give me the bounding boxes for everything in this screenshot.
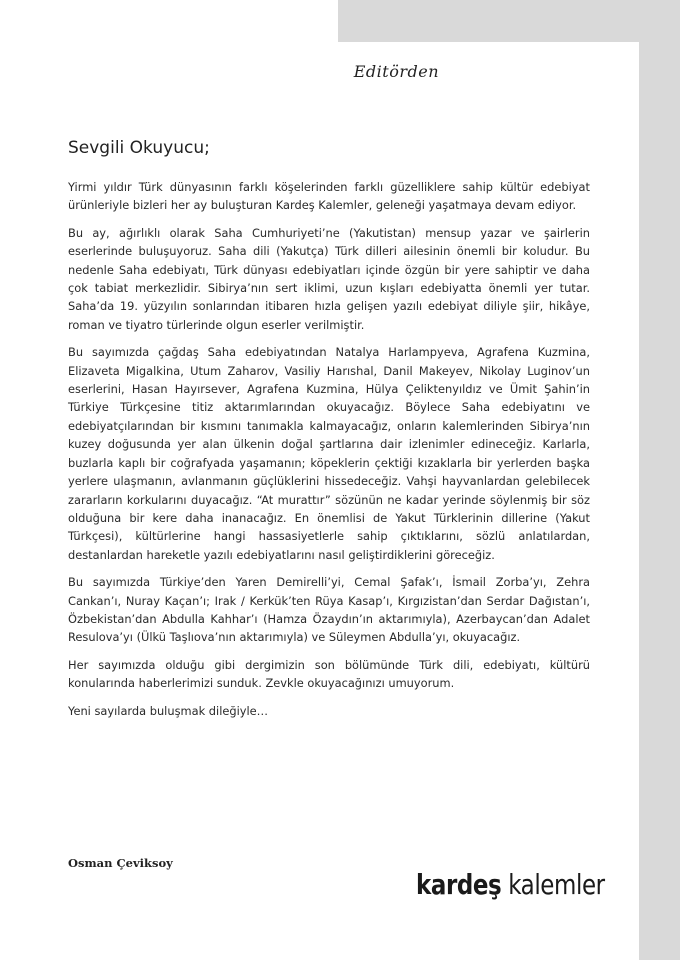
paragraph: Her sayımızda olduğu gibi dergimizin son bölümünde Türk dili, edebiyatı, kültürü konularında haberlerimizi sunduk. Zevkle okuyacağınızı umuyorum. [68, 657, 590, 691]
paragraph: Bu sayımızda çağdaş Saha edebiyatından Natalya Harlampyeva, Agrafena Kuzmina, Elizaveta Migalkina, Utum Zaharov, Vasiliy Harıshal, Danil Makeyev, Nikolay Luginov’un eserlerini, Hasan Hayırsever, Agrafena Kuzmina, Hülya Çeliktenyıldız ve Ümit Şahin’in Türkiye Türkçesine titiz aktarımlarından okuyacağız. Böylece Saha edebiyatını ve edebiyatçılarından bir kısmını tanımakla kalmayacağız, onların kalemlerinden Sibirya’nın kuzey doğusunda yer alan ülkenin doğal şartlarına dair izlenimler edineceğiz. Karlarla, buzlarla kaplı bir coğrafyada yaşamanın; köpeklerin çektiği kızaklarla bir yerlerden başka yerlere ulaşmanın, avlanmanın güçlüklerini hissedeceğiz. Vahşi hayvanlardan gelebilecek zararların korkularını duyacağız. “At murattır” sözünün ne kadar yerinde söylenmiş bir söz olduğuna bir kere daha inanacağız. En önemlisi de Yakut Türklerinin dillerine (Yakut Türkçesi), kültürlerine hangi hassasiyetlerle sahip çıktıklarını, sözlü anlatılardan, destanlardan hareketle yazılı edebiyatlarını nasıl geliştirdiklerini göreceğiz. [68, 345, 590, 562]
letter-body [68, 178, 590, 729]
section-title: Editörden [353, 62, 439, 81]
paragraph: Bu ay, ağırlıklı olarak Saha Cumhuriyeti’ne (Yakutistan) mensup yazar ve şairlerin eserlerinde buluşuyoruz. Saha dili (Yakutça) Türk dilleri ailesinin önemli bir koludur. Bu nedenle Saha edebiyatı, Türk dünyası edebiyatları içinde özgün bir yere sahiptir ve daha çok tabiat merkezlidir. Sibirya’nın sert iklimi, uzun kışları edebiyatta önemli yer tutar. Saha’da 19. yüzyılın sonlarından itibaren hızla gelişen yazılı edebiyat diliyle şiir, hikâye, roman ve tiyatro türlerinde olgun eserler verilmiştir. [68, 225, 590, 332]
header-band [338, 0, 680, 42]
logo-part-1: kardeş [416, 868, 502, 901]
logo-part-2: kalemler [508, 868, 605, 901]
side-band [639, 0, 680, 960]
magazine-logo [416, 868, 605, 901]
paragraph: Bu sayımızda Türkiye’den Yaren Demirelli’yi, Cemal Şafak’ı, İsmail Zorba’yı, Zehra Cankan’ı, Nuray Kaçan’ı; Irak / Kerkük’ten Rüya Kasap’ı, Kırgızistan’dan Serdar Dağıstan’ı, Özbekistan’dan Abdulla Kahhar’ı (Hamza Özaydın’ın aktarımıyla), Azerbaycan’dan Adalet Resulova’yı (Ülkü Taşlıova’nın aktarımıyla) ve Süleymen Abdulla’yı, okuyacağız. [68, 575, 590, 645]
paragraph: Yeni sayılarda buluşmak dileğiyle… [68, 703, 269, 718]
paragraph: Yirmi yıldır Türk dünyasının farklı köşelerinden farklı güzelliklere sahip kültür edebiyat ürünleriyle bizleri her ay buluşturan Kardeş Kalemler, geleneği yaşatmaya devam ediyor. [68, 180, 590, 213]
greeting: Sevgili Okuyucu; [68, 138, 210, 158]
signature: Osman Çeviksoy [68, 856, 173, 870]
